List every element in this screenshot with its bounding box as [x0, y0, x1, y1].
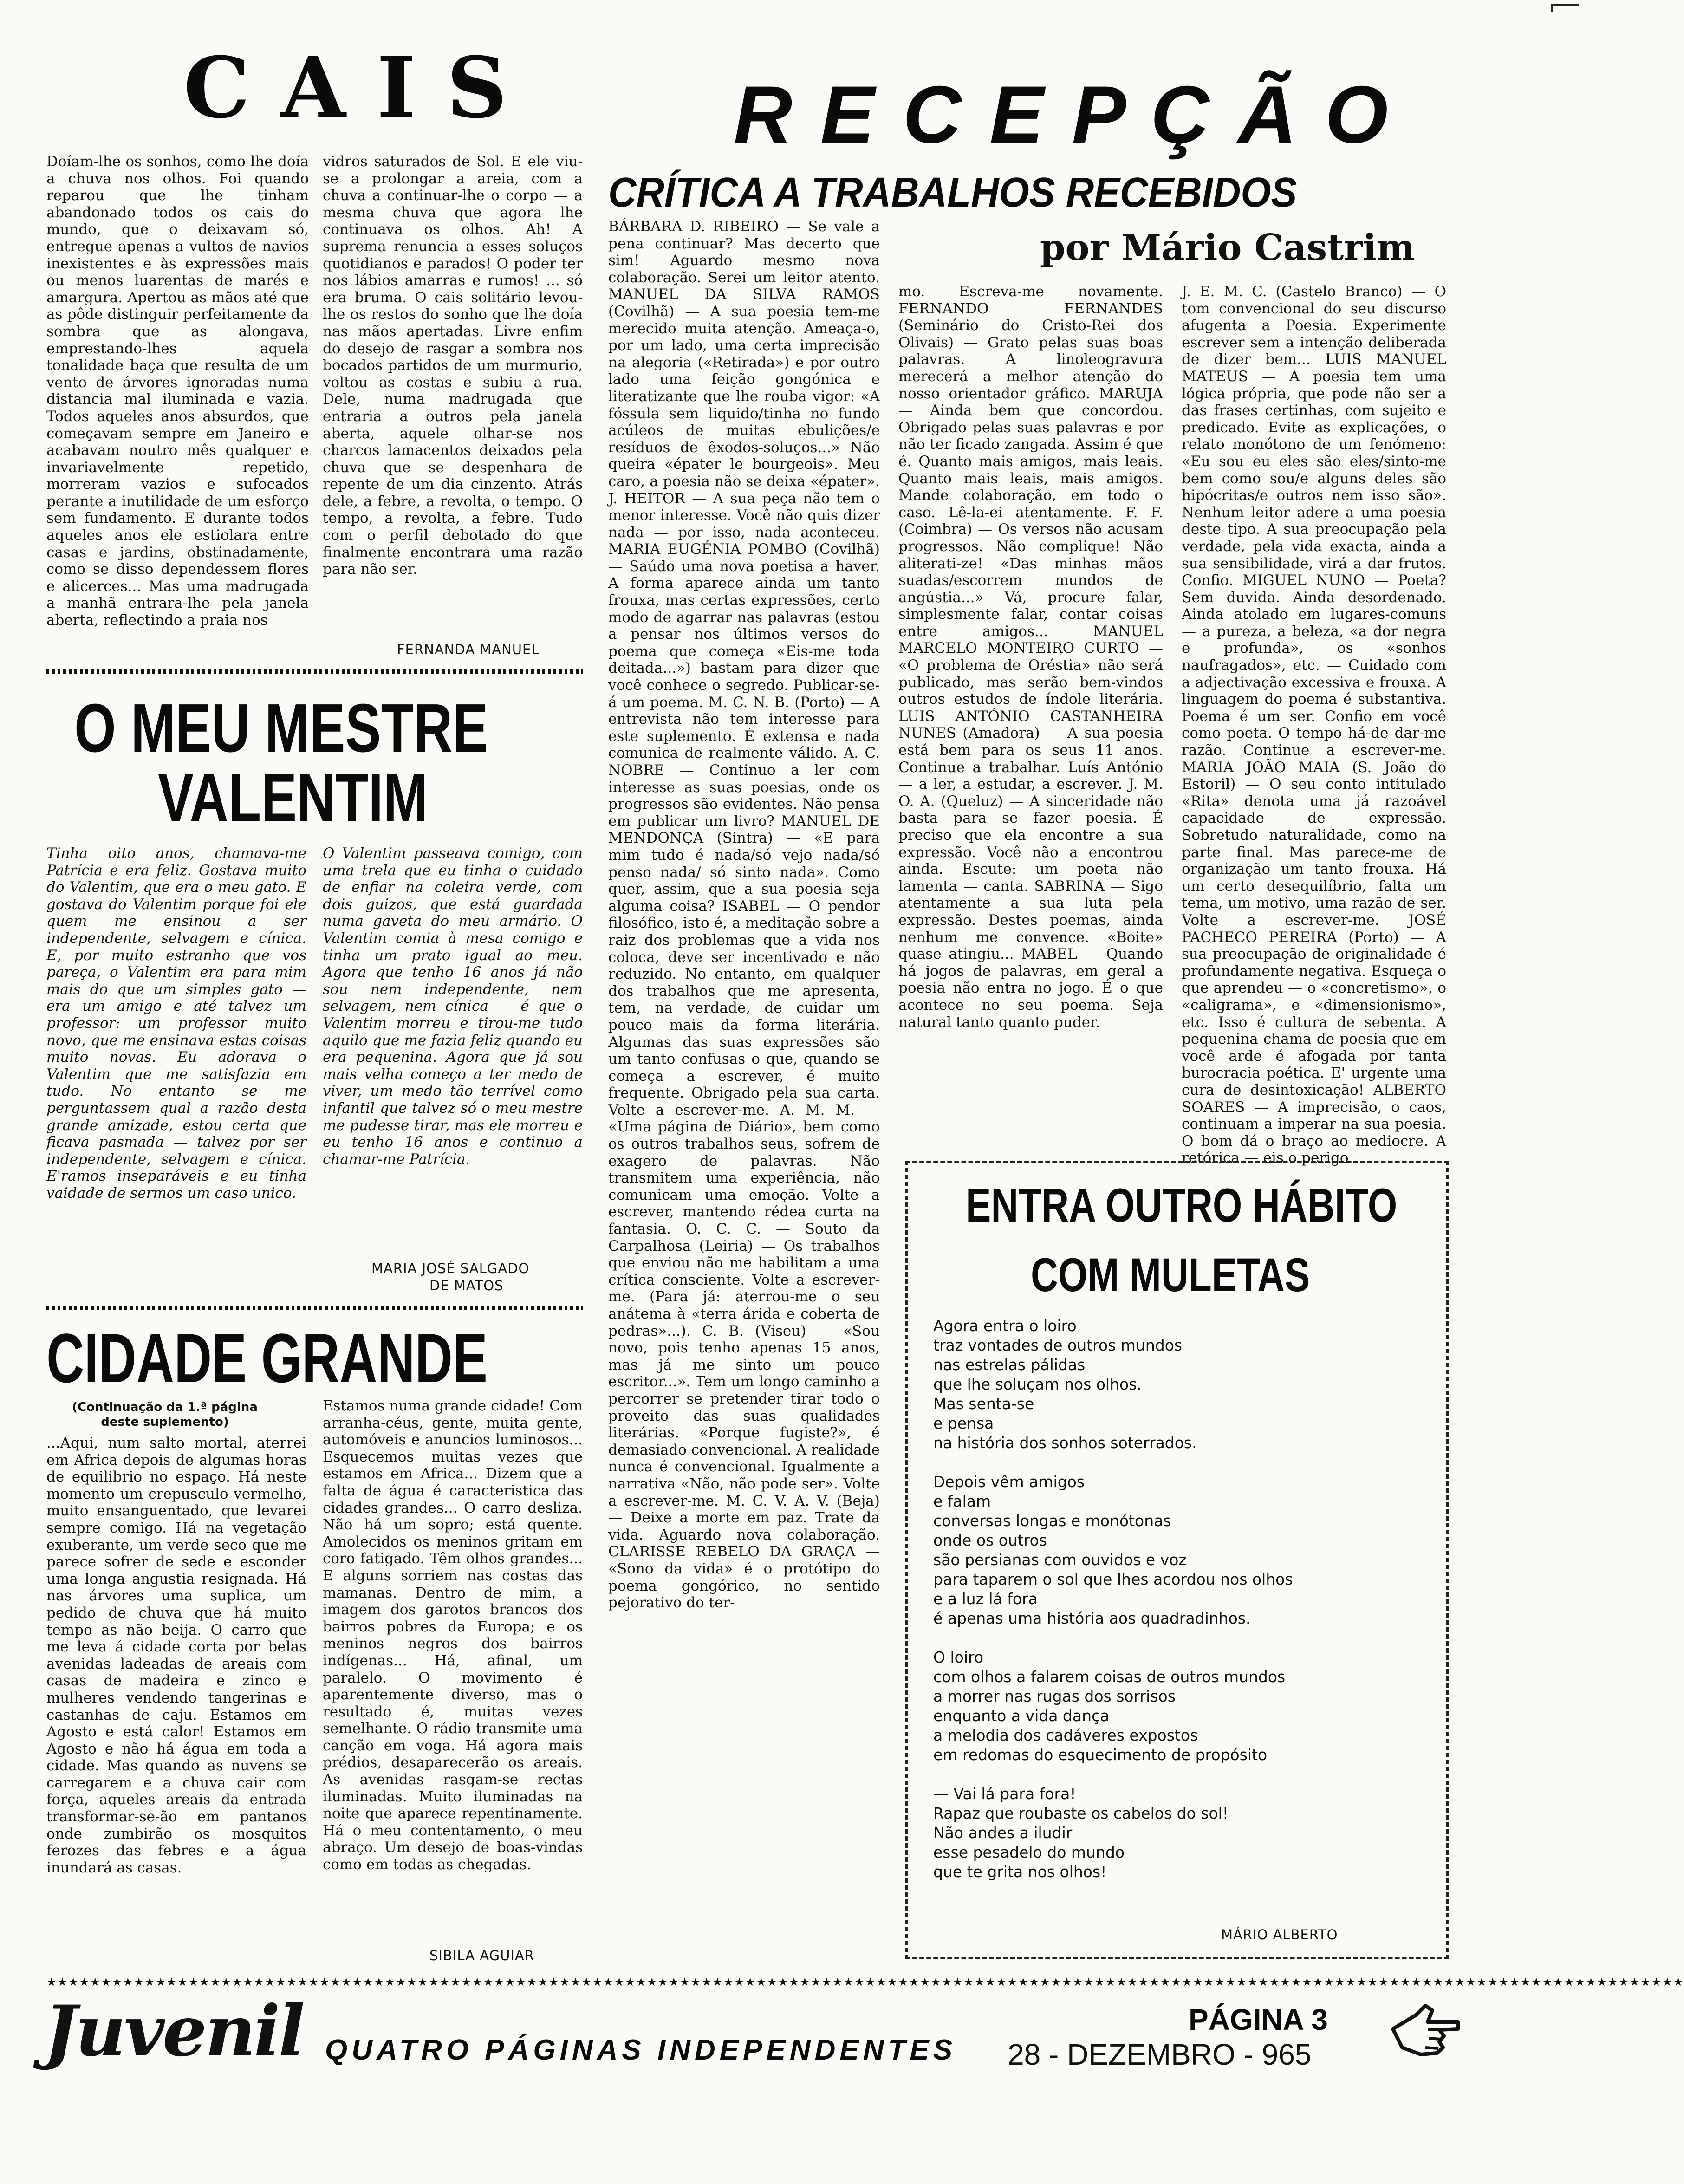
poem-line: enquanto a vida dança [933, 1707, 1110, 1725]
recepcao-subtitle: CRÍTICA A TRABALHOS RECEBIDOS [608, 169, 1297, 216]
footer-star-rule: ★★★★★★★★★★★★★★★★★★★★★★★★★★★★★★★★★★★★★★★★★★★★★★★★★★★★★★★★★★★★★★★★★★★★★★★★★★★★★★★★★★★★★★★★★★★★★★★★★★★★★★★★★★★★★★★★★★★★★★★★★★★★★★★★★★★★★★★★★★★★★★★★★★★★★★ [46, 1976, 1684, 1989]
poem-stanza [933, 1316, 1435, 1453]
footer-page-number: PÁGINA 3 [1189, 2003, 1328, 2036]
poem-line: Mas senta-se [933, 1395, 1034, 1413]
mestre-signature-line-2: DE MATOS [429, 1278, 504, 1294]
poem-line: para taparem o sol que lhes acordou nos olhos [933, 1570, 1293, 1588]
cidade-signature: SIBILA AGUIAR [429, 1948, 534, 1963]
poem-line: a morrer nas rugas dos sorrisos [933, 1687, 1176, 1705]
poem-line: Não andes a iludir [933, 1824, 1073, 1842]
poem-line: é apenas uma história aos quadradinhos. [933, 1609, 1251, 1627]
poem-line: — Vai lá para fora! [933, 1785, 1076, 1803]
poem-line: conversas longas e monótonas [933, 1512, 1171, 1530]
cidade-column-2: Estamos numa grande cidade! Com arranha-céus, gente, muita gente, automóveis e anuncios luminosos... Esquecemos muitas vezes que estamos em Africa... Dizem que a falta de água é caracteristica das cidades grandes... O carro desliza. Não há um sopro; está quente. Amolecidos os meninos gritam em coro fatigado. Têm olhos grandes... E alguns sorriem nas costas das mamanas. Dentro de mim, a imagem dos garotos brancos dos bairros pobres da Europa; e os meninos negros dos bairros indígenas... Há, afinal, um paralelo. O movimento é aparentemente diverso, mas o resultado é, muitas vezes semelhante. O rádio transmite uma canção em voga. Há agora mais prédios, desaparecerão os areais. As avenidas rasgam-se rectas iluminadas. Muito iluminadas na noite que aparece repentinamente. Há o meu contentamento, o meu abraço. Um desejo de boas-vindas como em todas as chegadas. [323, 1398, 583, 1873]
poem-stanza [933, 1784, 1435, 1882]
poem-line: na história dos sonhos soterrados. [933, 1434, 1197, 1452]
cais-title: C A I S [183, 39, 508, 137]
recepcao-byline: por Mário Castrim [1040, 227, 1415, 269]
poem-title-line-1: ENTRA OUTRO HÁBITO [966, 1179, 1398, 1232]
mestre-column-1: Tinha oito anos, chamava-me Patrícia e era feliz. Gostava muito do Valentim, que era o meu gato. E gostava do Valentim porque foi ele quem me ensinou a ser independente, selvagem e cínica. E, por muito estranho que vos pareça, o Valentim era para mim mais do que um simples gato — era um amigo e até talvez um professor: um professor muito novo, que me ensinava estas coisas muito novas. Eu adorava o Valentim que me satisfazia em tudo. No entanto se me perguntassem qual a razão desta grande amizade, estou certa que ficava pasmada — talvez por ser independente, selvagem e cínica. E'ramos inseparáveis e eu tinha vaidade de sermos um caso unico. [46, 845, 306, 1202]
mestre-column-2: O Valentim passeava comigo, com uma trela que eu tinha o cuidado de enfiar na coleira verde, com dois guizos, que está guardada numa gaveta do meu armário. O Valentim comia à mesa comigo e tinha um prato igual ao meu. Agora que tenho 16 anos já não sou nem independente, nem selvagem, nem cínica — é que o Valentim morreu e tirou-me tudo aquilo que me fazia feliz quando eu era pequenina. Agora que já sou mais velha começo a ter medo de viver, um medo tão terrível como infantil que talvez só o meu mestre me pudesse tirar, mas ele morreu e eu tenho 16 anos e continuo a chamar-me Patrícia. [323, 845, 583, 1168]
poem-line: em redomas do esquecimento de propósito [933, 1746, 1268, 1764]
poem-line: e a luz lá fora [933, 1590, 1038, 1608]
poem-line: Rapaz que roubaste os cabelos do sol! [933, 1804, 1229, 1822]
cais-column-1: Doíam-lhe os sonhos, como lhe doía a chuva nos olhos. Foi quando reparou que lhe tinham abandonado todos os cais do mundo, que o deixavam só, entregue apenas a vultos de navios inexistentes e às expressões mais ou menos luarentas de marés e amargura. Apertou as mãos até que as pôde distinguir perfeitamente da sombra que as alongava, emprestando-lhes aquela tonalidade baça que resulta de um vento de árvores ignoradas numa distancia mal iluminada e vazia. Todos aqueles anos absurdos, que começavam sempre em Janeiro e acabavam noutro mês qualquer e invariavelmente repetido, morreram vazios e sufocados perante a inutilidade de um esforço sem fundamento. E durante todos aqueles anos ele estiolara entre casas e jardins, obstinadamente, como se disso dependessem flores e alicerces... Mas uma madrugada a manhã entrara-lhe pela janela aberta, reflectindo a praia nos [46, 153, 309, 629]
poem-line: e pensa [933, 1414, 994, 1432]
poem-line: a melodia dos cadáveres expostos [933, 1726, 1198, 1744]
mestre-separator [46, 1306, 583, 1310]
mestre-title-line-2: VALENTIM [158, 760, 428, 836]
mestre-signature-line-1: MARIA JOSÉ SALGADO [371, 1261, 530, 1276]
cidade-title: CIDADE GRANDE [46, 1319, 488, 1397]
poem-line: com olhos a falarem coisas de outros mundos [933, 1668, 1286, 1686]
poem-line: traz vontades de outros mundos [933, 1336, 1183, 1354]
poem-line: que te grita nos olhos! [933, 1863, 1107, 1881]
corner-mark [1551, 4, 1579, 12]
poem-stanza [933, 1648, 1435, 1765]
poem-line: onde os outros [933, 1531, 1047, 1549]
cais-column-2: vidros saturados de Sol. E ele viu-se a prolongar a areia, com a chuva a continuar-lhe o corpo — a mesma chuva que agora lhe continuava os olhos. Ah! A suprema renuncia a esses soluços quotidianos e parados! O poder ter nos lábios amarras e rumos! ... só era bruma. O cais solitário levou-lhe os restos do sonho que lhe doía nas mãos apertadas. Livre enfim do desejo de rasgar a sombra nos bocados partidos de um murmurio, voltou as costas e subiu a rua. Dele, numa madrugada que entraria a outros pela janela aberta, aquele olhar-se nos charcos lamacentos deixados pela chuva que se despenhara de repente de um dia cinzento. Atrás dele, a febre, a revolta, o tempo. O tempo, a revolta, a febre. Tudo com o perfil debotado do que finalmente encontrara uma razão para não ser. [323, 153, 583, 578]
poem-line: que lhe soluçam nos olhos. [933, 1375, 1142, 1393]
poem-stanza [933, 1472, 1435, 1628]
poem-line: são persianas com ouvidos e voz [933, 1551, 1187, 1569]
poem-line: Depois vêm amigos [933, 1473, 1085, 1491]
poem-line: e falam [933, 1492, 991, 1510]
footer-date: 28 - DEZEMBRO - 965 [1008, 2038, 1312, 2071]
footer-brand-logo: Juvenil [44, 1990, 303, 2072]
poem-line: Agora entra o loiro [933, 1317, 1077, 1335]
cais-separator [46, 670, 583, 674]
mestre-title-line-1: O MEU MESTRE [74, 690, 488, 767]
cidade-continuation-note: (Continuação da 1.ª página deste suplemento) [72, 1400, 258, 1429]
cidade-column-1: ...Aqui, num salto mortal, aterrei em Africa depois de algumas horas de equilibrio no espaço. Há neste momento um crepusculo vermelho, muito ensanguentado, que levarei sempre comigo. Há na vegetação exuberante, um verde seco que me parece sofrer de sede e esconder uma longa angustia resignada. Há nas árvores uma suplica, um pedido de chuva que há muito tempo as não beija. O carro que me leva á cidade corta por belas avenidas ladeadas de areais com casas de madeira e zinco e mulheres vendendo tangerinas e castanhas de caju. Estamos em Agosto e está calor! Estamos em Agosto e não há água em toda a cidade. Mas quando as nuvens se carregarem e a chuva cair com força, aqueles areais da entrada transformar-se-ão em pantanos onde zumbirão os mosquitos ferozes das febres e a água inundará as casas. [46, 1435, 306, 1876]
recepcao-column-1: BÁRBARA D. RIBEIRO — Se vale a pena continuar? Mas decerto que sim! Aguardo mesmo nova colaboração. Serei um leitor atento. MANUEL DA SILVA RAMOS (Covilhã) — A sua poesia tem-me merecido muita atenção. Ameaça-o, por um lado, uma certa imprecisão na alegoria («Retirada») e por outro lado uma feição gongónica e literatizante que lhe rouba vigor: «A fóssula sem liquido/tinha no fundo acúleos de muitas ebulições/e resíduos de êxodos-soluços...» Não queira «épater le bourgeois». Meu caro, a poesia não se deixa «épater». J. HEITOR — A sua peça não tem o menor interesse. Você não quis dizer nada — por isso, nada aconteceu. MARIA EUGÉNIA POMBO (Covilhã) — Saúdo uma nova poetisa a haver. A forma aparece ainda um tanto frouxa, mas certas expressões, certo modo de agarrar nas palavras (estou a pensar nos últimos versos do poema que começa «Eis-me toda deitada...») bastam para dizer que você conhece o segredo. Publicar-se-á um poema. M. C. N. B. (Porto) — A entrevista não tem interesse para este suplemento. É extensa e nada comunica de realmente válido. A. C. NOBRE — Continuo a ler com interesse as suas poesias, onde os progressos são evidentes. Não pensa em publicar um livro? MANUEL DE MENDONÇA (Sintra) — «E para mim tudo é nada/só vejo nada/só penso nada/ só sinto nada». Como quer, assim, que a sua poesia seja alguma coisa? ISABEL — O pendor filosófico, isto é, a meditação sobre a raiz dos problemas que a vida nos coloca, deve ser incentivado e não reduzido. No entanto, em qualquer dos trabalhos que me apresenta, tem, na verdade, de cuidar um pouco mais da forma literária. Algumas das suas expressões são um tanto confusas o que, quando se começa a escrever, é muito frequente. Obrigado pela sua carta. Volte a escrever-me. A. M. M. — «Uma página de Diário», bem como os outros trabalhos seus, sofrem de exagero de palavras. Não transmitem uma experiência, não comunicam uma emoção. Volte a escrever, mantendo rédea curta na fantasia. O. C. C. — Souto da Carpalhosa (Leiria) — Os trabalhos que enviou não me habilitam a uma crítica consciente. Volte a escrever-me. (Para já: aterrou-me o seu anátema à «terra árida e coberta de pedras»...). C. B. (Viseu) — «Sou novo, pois tenho apenas 15 anos, mas já me sinto um pouco escritor...». Tem um longo caminho a percorrer se pretender tirar todo o proveito das suas qualidades literárias. «Porque fugiste?», é demasiado convencional. A realidade nunca é convencional. Igualmente a narrativa «Não, não pode ser». Volte a escrever-me. M. C. V. A. V. (Beja) — Deixe a morte em paz. Trate da vida. Aguardo nova colaboração. CLARISSE REBELO DA GRAÇA — «Sono da vida» é o protótipo do poema gongórico, no sentido pejorativo do ter- [608, 218, 880, 1612]
poem-title-line-2: COM MULETAS [1031, 1248, 1310, 1301]
pointing-hand-icon [1388, 1996, 1463, 2071]
recepcao-column-2: mo. Escreva-me novamente. FERNANDO FERNANDES (Seminário do Cristo-Rei dos Olivais) — Grato pelas suas boas palavras. A linoleogravura merecerá a melhor atenção do nosso orientador gráfico. MARUJA — Ainda bem que concordou. Obrigado pelas suas palavras e por não ter ficado zangada. Assim é que é. Quanto mais amigos, mais leais. Quanto mais leais, mais amigos. Mande colaboração, em todo o caso. Lê-la-ei atentamente. F. F. (Coimbra) — Os versos não acusam progressos. Não complique! Não aliterati-ze! «Das minhas mãos suadas/escorrem mundos de angústia...» Vá, procure falar, simplesmente falar, contar coisas entre amigos... MANUEL MARCELO MONTEIRO CURTO — «O problema de Oréstia» não será publicado, mas serão bem-vindos outros estudos de índole literária. LUIS ANTÓNIO CASTANHEIRA NUNES (Amadora) — A sua poesia está bem para os seus 11 anos. Continue a trabalhar. Luís António — a ler, a estudar, a escrever. J. M. O. A. (Queluz) — A sinceridade não basta para se fazer poesia. É preciso que ela encontre a sua expressão. Você não a encontrou ainda. Escute: um poeta não lamenta — canta. SABRINA — Sigo atentamente a sua luta pela expressão. Destes poemas, ainda nenhum me convence. «Boite» quase atingiu... MABEL — Quando há jogos de palavras, em geral a poesia não entra no jogo. É o que acontece no seu poema. Seja natural tanto quanto puder. [898, 283, 1163, 1031]
poem-line: O loiro [933, 1648, 984, 1666]
poem-body [933, 1316, 1435, 1934]
poem-line: nas estrelas pálidas [933, 1356, 1086, 1374]
recepcao-column-3: J. E. M. C. (Castelo Branco) — O tom convencional do seu discurso afugenta a Poesia. Experimente escrever sem a intenção deliberada de dizer bem... LUIS MANUEL MATEUS — A poesia tem uma lógica própria, que pode não ser a das frases certinhas, com sujeito e predicado. Evite as explicações, o relato monótono de um fenómeno: «Eu sou eu eles são eles/sinto-me bem como sou/e alguns deles são hipócritas/e outros nem isso são». Nenhum leitor adere a uma poesia deste tipo. A sua preocupação pela verdade, pela vida exacta, ainda a sua sensibilidade, virá a dar frutos. Confio. MIGUEL NUNO — Poeta? Sem duvida. Ainda desordenado. Ainda atolado em lugares-comuns — a pureza, a beleza, «a dor negra e profunda», os «sonhos naufragados», etc. — Cuidado com a adjectivação excessiva e frouxa. A linguagem do poema é substantiva. Poema é um ser. Confio em você como poeta. O tempo há-de dar-me razão. Continue a escrever-me. MARIA JOÃO MAIA (S. João do Estoril) — O seu conto intitulado «Rita» denota uma já razoável capacidade de expressão. Sobretudo naturalidade, como na parte final. Mas parece-me de organização um tanto frouxa. Há um certo desequilíbrio, falta um tema, um motivo, uma razão de ser. Volte a escrever-me. JOSÉ PACHECO PEREIRA (Porto) — A sua preocupação de originalidade é profundamente negativa. Esqueça o que aprendeu — o «concretismo», o «caligrama», e «dimensionismo», etc. Isso é cultura de sebenta. A pequenina chama de poesia que em você arde é afogada por tanta burocracia poética. E' urgente uma cura de desintoxicação! ALBERTO SOARES — A imprecisão, o caos, continuam a imperar na sua poesia. O bom dá o braço ao mediocre. A retórica — eis o perigo. [1182, 283, 1446, 1167]
cais-signature: FERNANDA MANUEL [397, 642, 540, 657]
recepcao-title: R E C E P Ç Ã O [734, 70, 1391, 160]
poem-line: esse pesadelo do mundo [933, 1843, 1125, 1861]
footer-tagline: QUATRO PÁGINAS INDEPENDENTES [325, 2034, 957, 2066]
poem-signature: MÁRIO ALBERTO [1221, 1927, 1338, 1943]
